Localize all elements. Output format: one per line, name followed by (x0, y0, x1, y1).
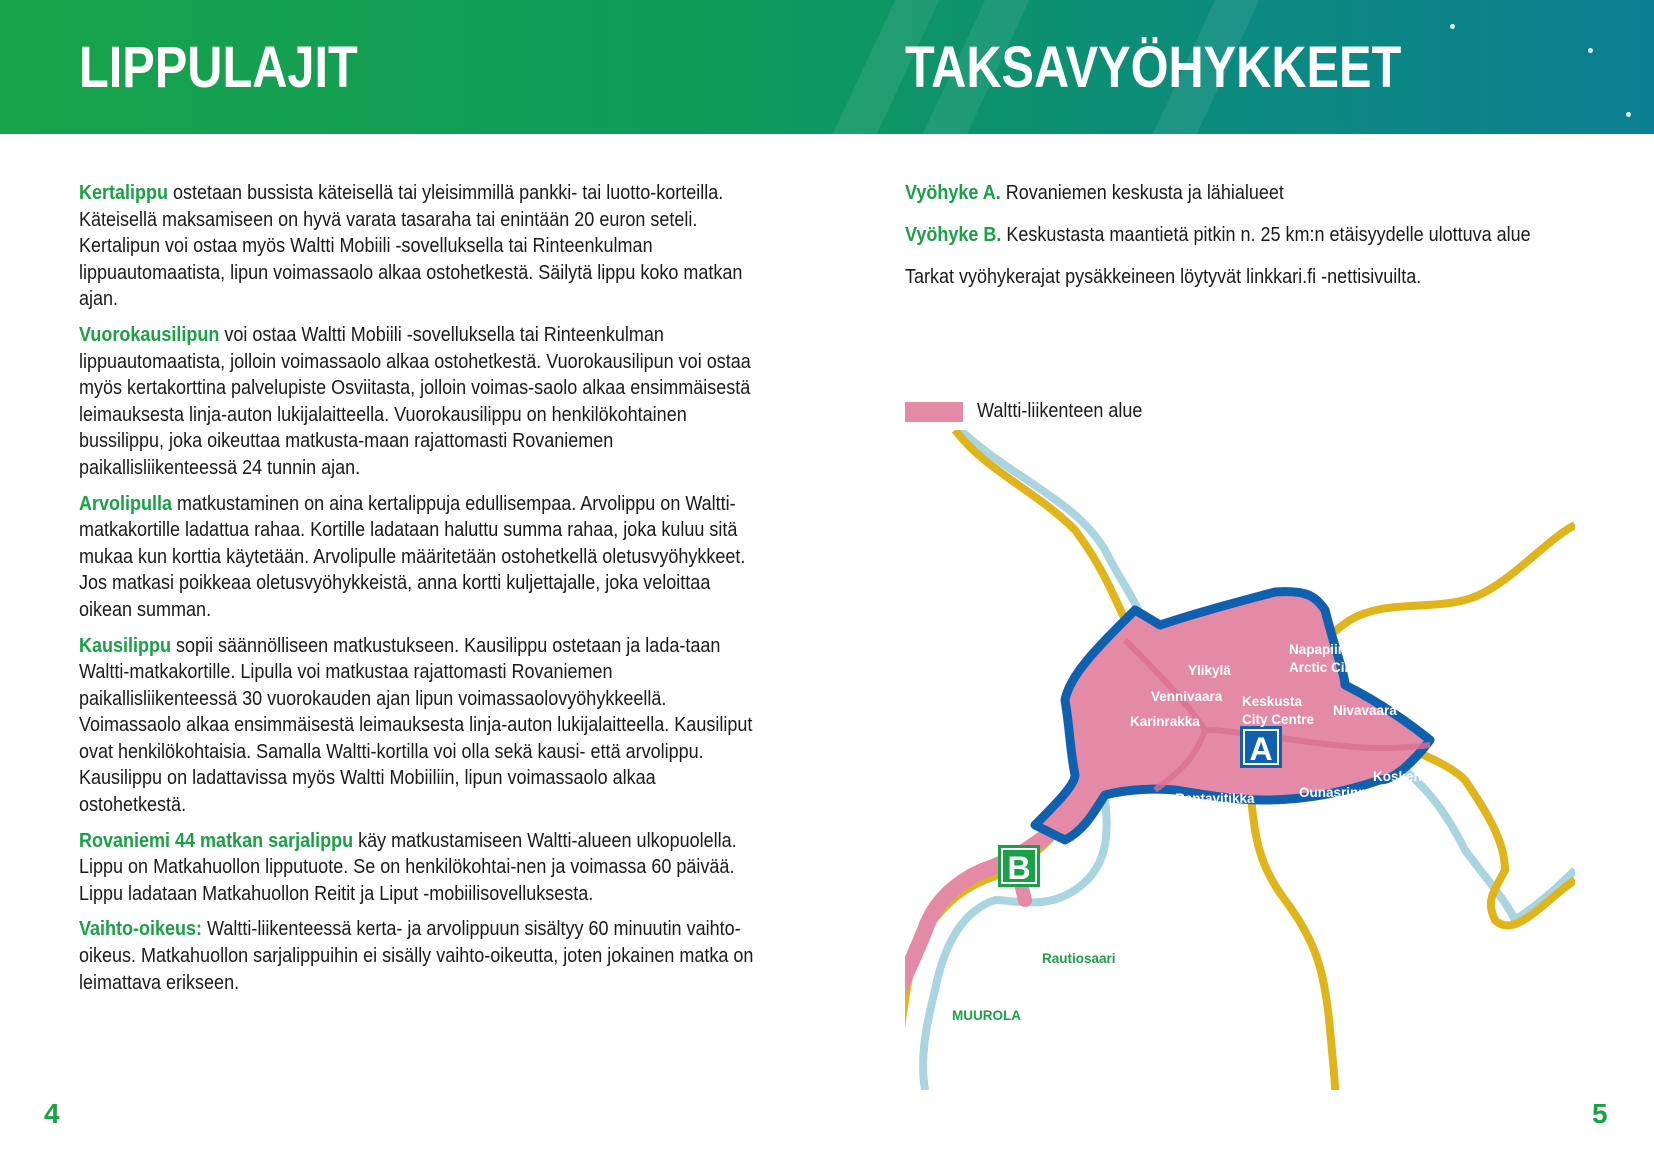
place-label-ounasrinne: Ounasrinne (1299, 785, 1375, 800)
river (923, 800, 1107, 1090)
ticket-term: Rovaniemi 44 matkan sarjalippu (79, 829, 354, 852)
place-label-koskenkyla: Koskenkylä (1373, 769, 1449, 784)
ticket-description: sopii säännölliseen matkustukseen. Kausilippu ostetaan ja lada-taan Waltti-matkakortille. Lipulla voi matkustaa rajattomasti Rovaniemen paikallisliikenteessä 30 vuorokauden ajan lipun voimassaolovyöhykkeellä. Voimassaolo alkaa ensimmäisestä leimauksesta linja-auton lukijalaitteella. Kausiliput ovat henkilökohtaisia. Samalla Waltti-kortilla voi olla sekä kausi- että arvolippu. Kausilippu on ladattavissa myös Waltti Mobiiliin, lipun voimassaolo alkaa ostohetkestä. (79, 634, 753, 817)
place-label-city-centre: City Centre (1242, 712, 1315, 727)
ticket-paragraph (79, 916, 763, 996)
ticket-term: Vuorokausilipun (79, 323, 220, 346)
zone-b-route (905, 815, 1070, 1000)
ticket-paragraph (79, 828, 763, 908)
ticket-term: Vaihto-oikeus: (79, 918, 203, 941)
place-label-arctic-circle: Arctic Circle (1289, 660, 1369, 675)
ticket-paragraph (79, 180, 763, 313)
legend-swatch (905, 402, 963, 422)
ticket-description: ostetaan bussista käteisellä tai yleisimmillä pankki- tai luotto-korteilla. Käteisellä maksamiseen on hyvä varata tasaraha tai enintään 20 euron seteli. Kertalipun voi ostaa myös Waltti Mobiili -sovelluksella tai Rinteenkulman lippuautomaatista, lipun voimassaolo alkaa ostohetkestä. Säilytä lippu koko matkan ajan. (79, 182, 743, 311)
place-label-nivavaara: Nivavaara (1333, 703, 1397, 718)
place-label-pera: perä (1111, 841, 1140, 856)
zone-a-description (905, 180, 1589, 206)
place-label-vennivaara: Vennivaara (1151, 689, 1223, 704)
zone-note: Tarkat vyöhykerajat pysäkkeineen löytyvät linkkari.fi -nettisivuilta. (905, 266, 1422, 288)
ticket-paragraph (79, 633, 763, 819)
fare-zones-column (905, 180, 1605, 306)
ticket-paragraph (79, 322, 763, 482)
place-label-ylikyla: Ylikylä (1188, 663, 1231, 678)
place-label-karinrakka: Karinrakka (1130, 714, 1200, 729)
ticket-types-column (79, 180, 759, 1005)
zone-b-term: Vyöhyke B. (905, 224, 1002, 246)
right-page-title: TAKSAVYÖHYKKEET (905, 35, 1402, 100)
zone-b-text: Keskustasta maantietä pitkin n. 25 km:n etäisyydelle ulottuva alue (1001, 224, 1531, 246)
ticket-description: voi ostaa Waltti Mobiili -sovelluksella tai Rinteenkulman lippuautomaatista, jolloin voimassaolo alkaa ostohetkestä. Vuorokausilipun voi ostaa myös kertakorttina palvelupiste Osviitasta, jolloin voimas-saolo alkaa ensimmäisestä leimauksesta linja-auton lukijalaitteella. Vuorokausilippu on henkilökohtainen bussilippu, joka oikeuttaa matkusta-maan rajattomasti Rovaniemen paikallisliikenteessä 24 tunnin ajan. (79, 323, 751, 479)
header-banner (0, 0, 1654, 134)
ticket-description: Waltti-liikenteessä kerta- ja arvolippuun sisältyy 60 minuutin vaihto-oikeus. Matkahuollon sarjalippuihin ei sisälly vaihto-oikeutta, joten jokainen matka on leimattava erikseen. (79, 918, 754, 994)
place-label-rantavitikka: Rantavitikka (1175, 791, 1255, 806)
map-legend (905, 400, 1161, 423)
ticket-term: Kertalippu (79, 182, 169, 204)
place-label-poykkola: Pöykkölä (1265, 809, 1325, 824)
zone-b-badge: B (1007, 850, 1031, 886)
place-label-niskan: Niskan- (1111, 824, 1160, 839)
page-number-left: 4 (44, 1098, 60, 1129)
ticket-term: Arvolipulla (79, 492, 173, 515)
place-label-keskusta: Keskusta (1242, 694, 1303, 709)
legend-label: Waltti-liikenteen alue (977, 400, 1143, 422)
zone-a-text: Rovaniemen keskusta ja lähialueet (1000, 182, 1284, 204)
zone-b-description (905, 222, 1589, 248)
road (905, 820, 1065, 1090)
star-icon (1588, 48, 1593, 53)
road (1315, 525, 1575, 650)
river (1515, 870, 1575, 920)
place-label-napapiiri: Napapiiri (1289, 642, 1347, 657)
left-page-title: LIPPULAJIT (79, 35, 358, 100)
place-label-muurola: MUUROLA (952, 1008, 1021, 1023)
zone-a-badge: A (1249, 731, 1273, 767)
ticket-description: käy matkustamiseen Waltti-alueen ulkopuolella. Lippu on Matkahuollon lipputuote. Se on henkilökohtai-nen ja voimassa 60 päivää. Lippu ladataan Matkahuollon Reitit ja Liput -mobiilisovelluksesta. (79, 829, 737, 905)
place-label-rautiosaari: Rautiosaari (1042, 951, 1116, 966)
zone-a-term: Vyöhyke A. (905, 182, 1001, 204)
star-icon (1626, 112, 1631, 117)
star-icon (1450, 24, 1455, 29)
ticket-description: matkustaminen on aina kertalippuja edullisempaa. Arvolippu on Waltti-matkakortille ladattua rahaa. Kortille ladataan haluttu summa rahaa, joka kuluu sitä mukaa kun korttia käytetään. Arvolipulle määritetään ostohetkellä oletusvyöhykkeet. Jos matkasi poikkeaa oletusvyöhykkeistä, anna kortti kuljettajalle, joka veloittaa oikean summan. (79, 492, 746, 621)
ticket-paragraph (79, 491, 763, 624)
page-number-right: 5 (1592, 1098, 1608, 1129)
ticket-term: Kausilippu (79, 634, 172, 657)
road (1250, 790, 1335, 1090)
zone-map (905, 430, 1575, 1090)
